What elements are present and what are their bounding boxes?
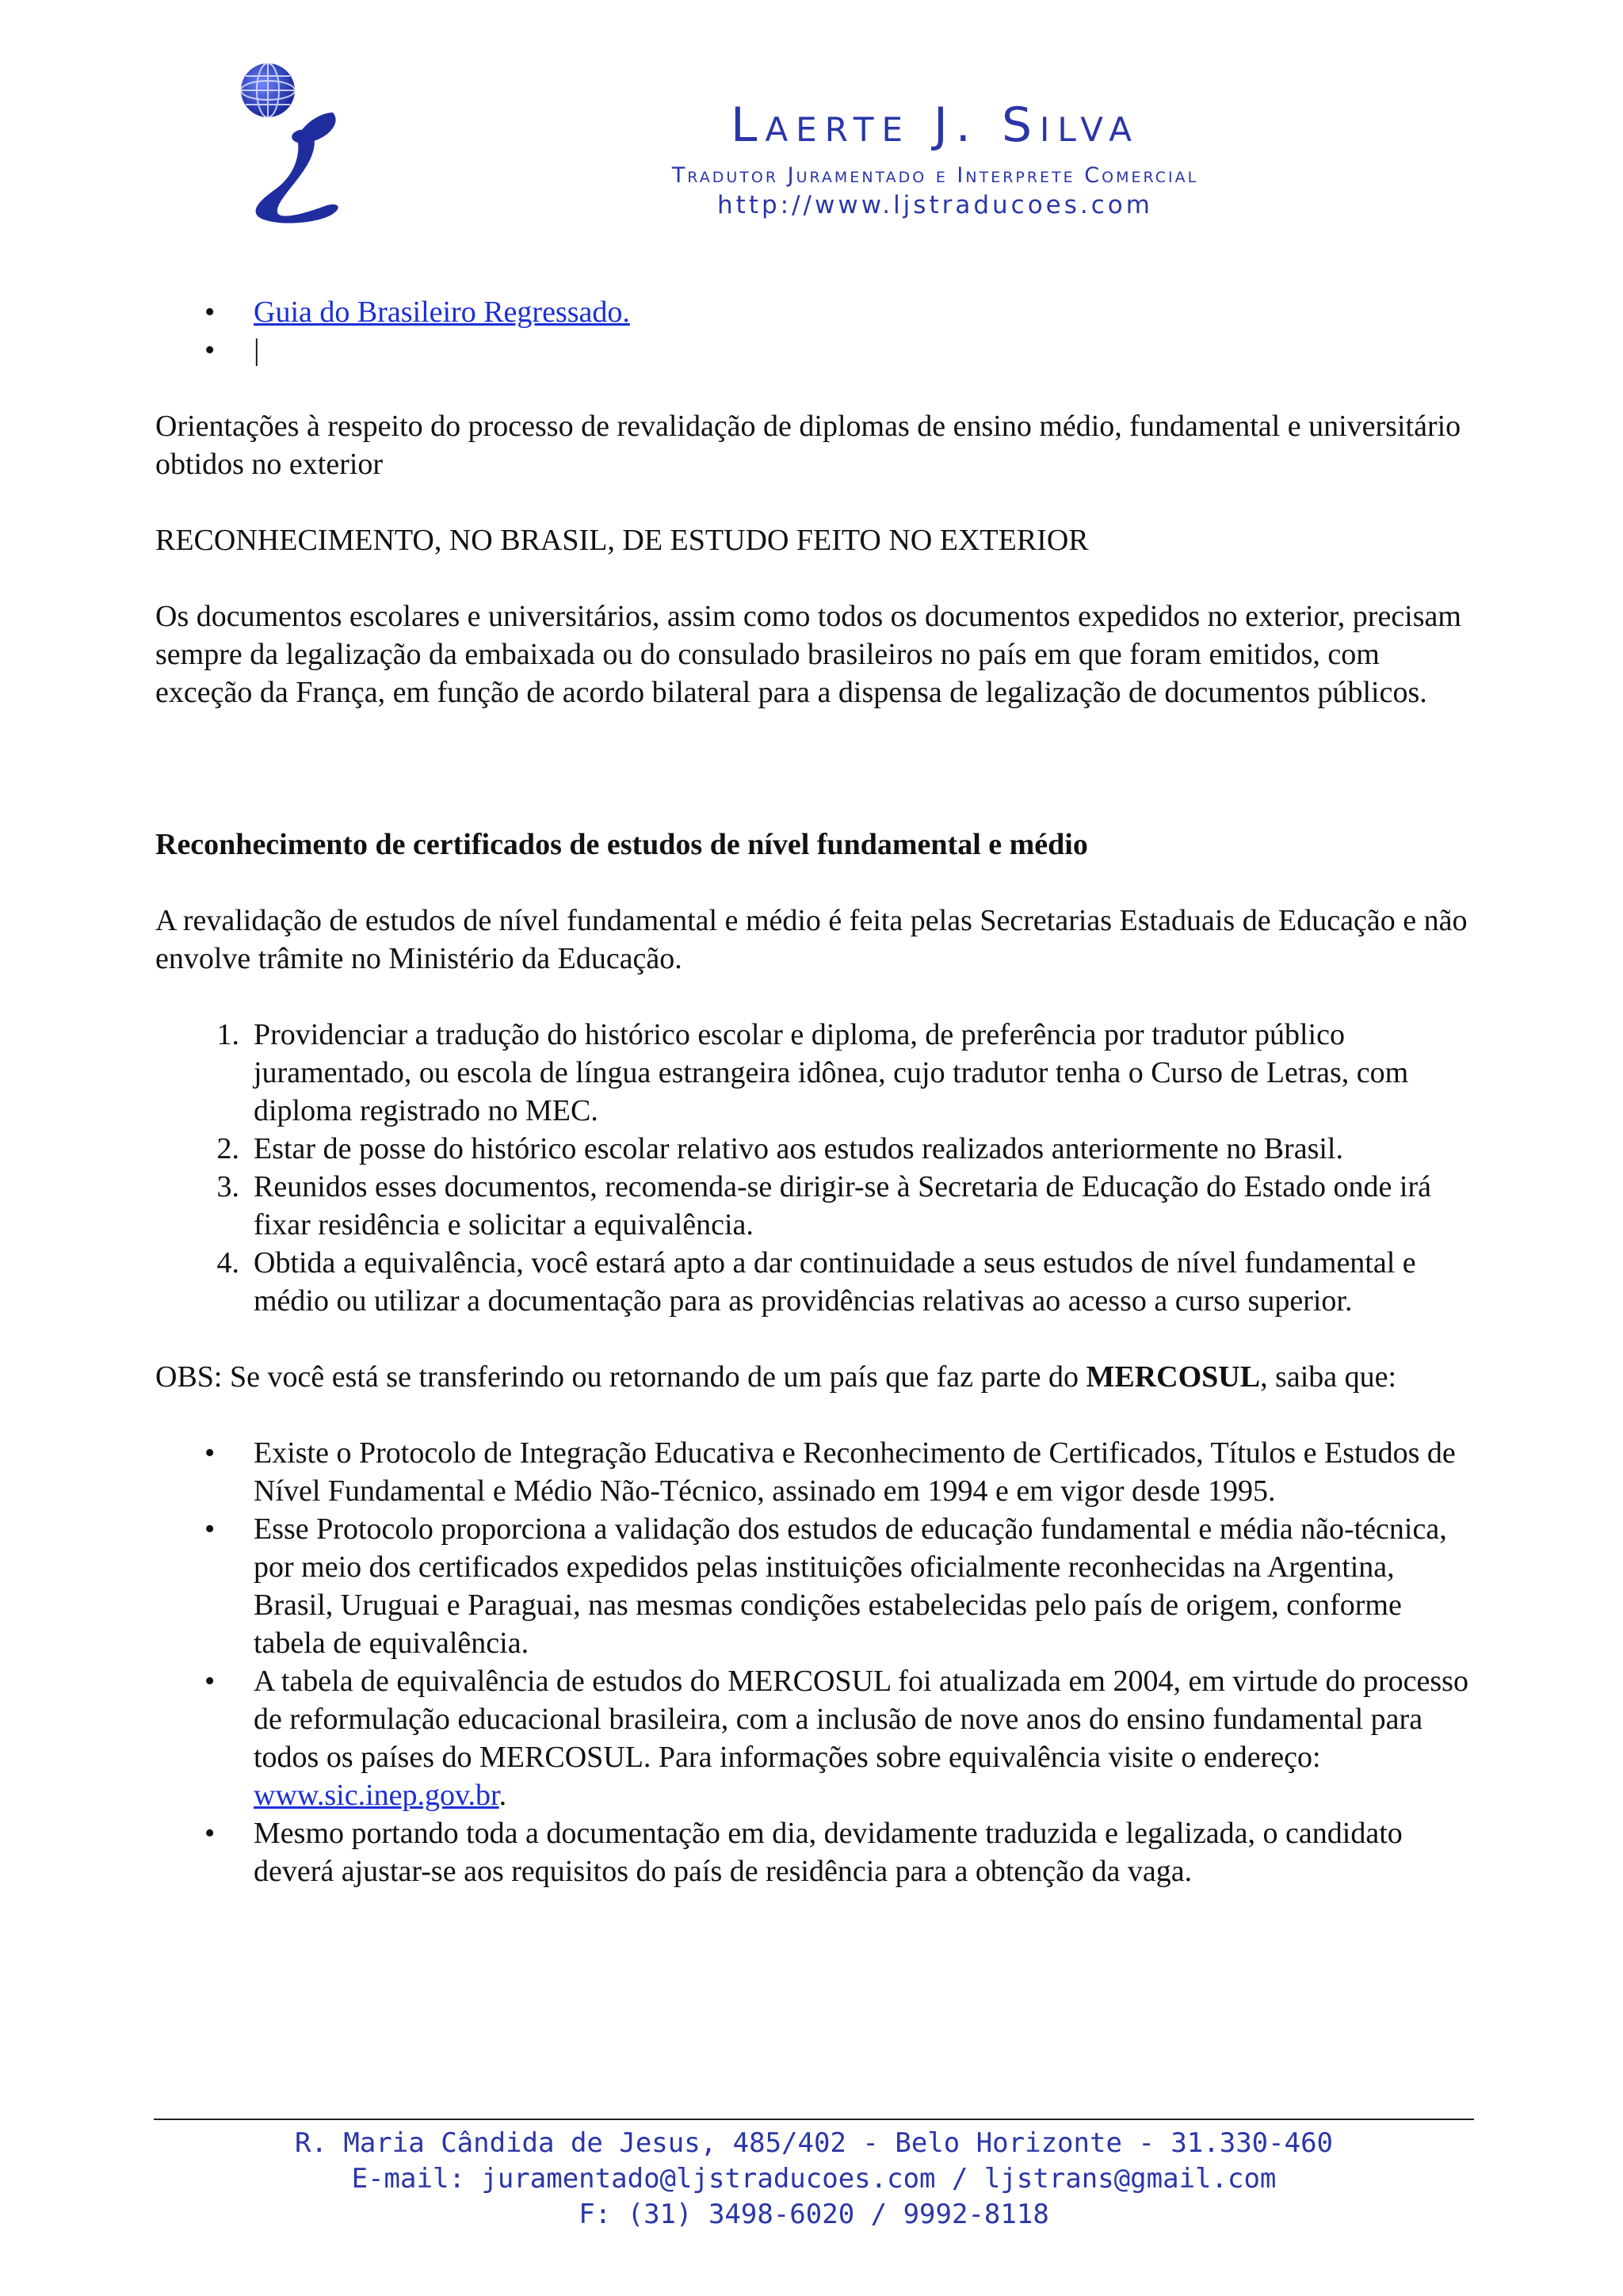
step-text: Estar de posse do histórico escolar relativo aos estudos realizados anteriormente no Brasil. bbox=[254, 1132, 1343, 1165]
step-number: 1. bbox=[216, 1018, 239, 1051]
list-item bbox=[155, 1168, 1471, 1244]
list-item-text: Existe o Protocolo de Integração Educativa e Reconhecimento de Certificados, Títulos e Estudos de Nível Fundamental e Médio Não-Técnico, assinado em 1994 e em vigor desde 1995. bbox=[254, 1436, 1456, 1508]
inep-link[interactable]: www.sic.inep.gov.br bbox=[254, 1779, 499, 1812]
list-item bbox=[155, 1510, 1471, 1662]
list-item bbox=[155, 1434, 1471, 1510]
step-text: Providenciar a tradução do histórico escolar e diploma, de preferência por tradutor público juramentado, ou escola de língua estrangeira idônea, cujo tradutor tenha o Curso de Letras, com diploma registrado no MEC. bbox=[254, 1018, 1409, 1127]
section-title: Reconhecimento de certificados de estudos de nível fundamental e médio bbox=[155, 828, 1088, 861]
list-item bbox=[155, 1244, 1471, 1320]
website-url: http://www.ljstraducoes.com bbox=[717, 191, 1153, 219]
step-number: 2. bbox=[216, 1132, 239, 1165]
footer-phone: F: (31) 3498-6020 / 9992-8118 bbox=[579, 2199, 1049, 2230]
revalidation-paragraph: A revalidação de estudos de nível fundamental e médio é feita pelas Secretarias Estaduais de Educação e não envolve trâmite no Ministério da Educação. bbox=[155, 904, 1468, 975]
list-item-text: Mesmo portando toda a documentação em dia, devidamente traduzida e legalizada, o candidato deverá ajustar-se aos requisitos do país de residência para a obtenção da vaga. bbox=[254, 1817, 1403, 1888]
caps-heading: RECONHECIMENTO, NO BRASIL, DE ESTUDO FEITO NO EXTERIOR bbox=[155, 524, 1089, 557]
top-link-list bbox=[155, 293, 1471, 369]
mercosul-bold: MERCOSUL bbox=[1086, 1360, 1261, 1394]
list-item bbox=[155, 331, 1471, 369]
list-item-text: A tabela de equivalência de estudos do MERCOSUL foi atualizada em 2004, em virtude do processo de reformulação educacional brasileira, com a inclusão de nove anos do ensino fundamental para todos os países do MERCOSUL. Para informações sobre equivalência visite o endereço: bbox=[254, 1665, 1468, 1774]
list-item bbox=[155, 1662, 1471, 1814]
list-item-text: | bbox=[254, 334, 260, 367]
obs-text: OBS: Se você está se transferindo ou retornando de um país que faz parte do bbox=[155, 1360, 1086, 1394]
documents-paragraph: Os documentos escolares e universitários, assim como todos os documentos expedidos no exterior, precisam sempre da legalização da embaixada ou do consulado brasileiros no país em que foram emitidos, com exceção da França, em função de acordo bilateral para a dispensa de legalização de documentos públicos. bbox=[155, 600, 1461, 709]
guia-brasileiro-link[interactable]: Guia do Brasileiro Regressado. bbox=[254, 296, 630, 329]
list-item bbox=[155, 1130, 1471, 1168]
step-number: 4. bbox=[216, 1246, 239, 1280]
footer-address: R. Maria Cândida de Jesus, 485/402 - Belo Horizonte - 31.330-460 bbox=[294, 2127, 1334, 2159]
steps-list bbox=[155, 1016, 1471, 1320]
document-body bbox=[155, 293, 1471, 1890]
list-item-text: Esse Protocolo proporciona a validação dos estudos de educação fundamental e média não-técnica, por meio dos certificados expedidos pelas instituições oficialmente reconhecidas na Argentina, Brasil, Uruguai e Paraguai, nas mesmas condições estabelecidas pelo país de origem, conforme tabela de equivalência. bbox=[254, 1512, 1447, 1660]
step-number: 3. bbox=[216, 1170, 239, 1203]
company-logo-icon bbox=[231, 51, 349, 225]
step-text: Obtida a equivalência, você estará apto a dar continuidade a seus estudos de nível fundamental e médio ou utilizar a documentação para as providências relativas ao acesso a curso superior. bbox=[254, 1246, 1416, 1318]
translator-name: Laerte J. Silva bbox=[731, 97, 1140, 153]
list-item-text-end: . bbox=[498, 1779, 507, 1812]
obs-text-end: , saiba que: bbox=[1260, 1360, 1397, 1394]
list-item bbox=[155, 1814, 1471, 1890]
intro-paragraph: Orientações à respeito do processo de revalidação de diplomas de ensino médio, fundamental e universitário obtidos no exterior bbox=[155, 410, 1461, 481]
list-item bbox=[155, 1016, 1471, 1130]
footer-email: E-mail: juramentado@ljstraducoes.com / ljstrans@gmail.com bbox=[351, 2163, 1277, 2195]
footer bbox=[154, 2126, 1474, 2233]
obs-paragraph bbox=[155, 1358, 1471, 1396]
step-text: Reunidos esses documentos, recomenda-se dirigir-se à Secretaria de Educação do Estado onde irá fixar residência e solicitar a equivalência. bbox=[254, 1170, 1431, 1241]
footer-divider bbox=[154, 2119, 1474, 2120]
translator-subtitle: Tradutor Juramentado e Interprete Comercial bbox=[671, 163, 1199, 188]
mercosul-list bbox=[155, 1434, 1471, 1890]
list-item bbox=[155, 293, 1471, 331]
